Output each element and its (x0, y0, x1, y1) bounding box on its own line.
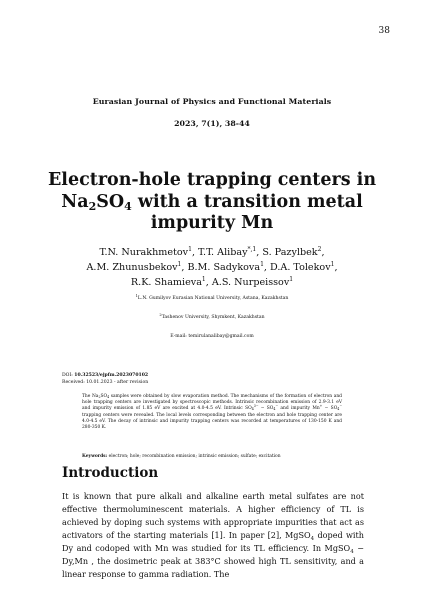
author-affiliation-mark: 1 (289, 276, 294, 283)
author-name: A.M. Zhunusbekov (86, 262, 178, 273)
affiliation-mark: 1 (135, 294, 138, 298)
page-number: 38 (378, 26, 390, 36)
article-meta (62, 373, 148, 386)
body-sub: 4 (350, 549, 354, 555)
author-affiliation-mark: 1 (260, 261, 264, 268)
affiliation-2 (0, 315, 424, 321)
author-affiliation-mark: 1 (177, 261, 182, 268)
abstract-text: samples were obtained by slow evaporation method. The mechanisms of the formation of electron and hole trapping centers are investigated by spectroscopic methods. Intrinsic recombination emission of 2.9-3.1 eV and impurity emission of 1.85 eV are excited at 4.0-4.5 eV. Intrinsic SO (82, 394, 342, 412)
body-text: doped with Dy and codoped with Mn was studied for its TL efficiency. In MgSO (62, 530, 364, 553)
author-name: R.K. Shamieva (130, 277, 202, 288)
abstract-sub: 4 (337, 407, 340, 412)
abstract-sup: 3− (253, 404, 259, 409)
author-affiliation-mark: 1 (330, 261, 335, 268)
author-affiliation-mark: *,1 (247, 246, 257, 253)
abstract-text: and impurity Mn (278, 406, 320, 412)
title-line-3: impurity Mn (150, 213, 274, 233)
affiliation-1 (0, 296, 424, 302)
affiliation-text: Tashenov University, Shymkent, Kazakhstan (161, 315, 265, 320)
section-heading-introduction: Introduction (62, 465, 159, 481)
abstract-sub: 4 (251, 407, 254, 412)
title-na: Na (61, 191, 89, 212)
abstract-sup: + (319, 404, 323, 409)
author-affiliation-mark: 1 (201, 276, 206, 283)
abstract-text: Na (91, 394, 99, 399)
body-text: − Dy,Mn , the dosimetric peak at 383°C showed high TL sensitivity, and a linear response to gamma radiation. The (62, 543, 364, 579)
author-list: T.N. Nurakhmetov$^1$, T.T. Alibay$^{*,1}$, S. Pazylbek$^2$, A.M. Zhunusbekov$^1$, B.M. Sadykova$^1$, D.A. Tolekov$^1$, R.K. Shamieva$^1$, A.S. Nurpeissov$^1$ (86, 246, 338, 288)
author-name: , D.A. Tolekov (263, 262, 331, 273)
journal-name: Eurasian Journal of Physics and Functional Materials (92, 97, 332, 106)
introduction-body (62, 490, 364, 581)
abstract-text: The (82, 394, 92, 399)
corresponding-email[interactable]: E-mail: temirulanalibay@gmail.com (170, 334, 254, 339)
paragraph (62, 490, 364, 581)
journal-volume: 2023, 7(1), 38-44 (174, 119, 250, 128)
abstract-text: − SO (258, 406, 274, 412)
author-name: , B.M. Sadykova (181, 262, 261, 273)
doi-link[interactable]: 10.32523/ejpfm.2023070102 (74, 373, 149, 378)
affiliation-mark: 2 (159, 313, 162, 317)
abstract (82, 394, 342, 431)
author-name: T.N. Nurakhmetov (99, 247, 189, 258)
author-name: , T.T. Alibay (191, 247, 248, 258)
keywords-label: Keywords: (82, 454, 108, 459)
body-sub: 4 (310, 536, 315, 542)
abstract-text: trapping centers were revealed. The local levels corresponding between the electron and hole trapping center are 4.0-4.5 eV. The decay of intrinsic and impurity trapping centers was recorded at temperatures of 130-150 K and 280-350 K. (82, 412, 342, 431)
doi-label: DOI: (62, 373, 75, 378)
abstract-text: − SO (322, 406, 338, 412)
affiliation-text: L.N. Gumilyov Eurasian National University, Astana, Kazakhstan (137, 296, 289, 301)
title-sub-2: 2 (88, 199, 97, 213)
body-text: It is known that pure alkali and alkaline earth metal sulfates are not effective thermoluminescent materials. A higher efficiency of TL is achieved by doping such systems with appropriate impurities that act as activators of the starting materials [1]. In paper [2], MgSO (62, 491, 364, 540)
author-name: , S. Pazylbek (256, 247, 318, 258)
title-line-1: Electron-hole trapping centers in (47, 170, 377, 190)
author-affiliation-mark: 2 (317, 246, 322, 253)
abstract-sup: − (275, 404, 279, 409)
keywords-text: electron; hole; recombination emission; intrinsic emission; sulfate; excitation (107, 454, 281, 459)
abstract-sub: 4 (107, 395, 110, 399)
title-so: SO (96, 191, 125, 212)
keywords (82, 454, 342, 460)
abstract-sub: 2 (98, 395, 101, 399)
paper-title (40, 170, 384, 235)
author-affiliation-mark: 1 (188, 246, 192, 253)
author-name: , A.S. Nurpeissov (205, 277, 290, 288)
title-line-2-rest: with a transition metal (131, 191, 363, 212)
abstract-sub: 4 (273, 407, 276, 412)
title-sub-4: 4 (124, 199, 132, 213)
abstract-sup: − (339, 404, 342, 409)
received-date: Received: 10.01.2023 - after revision (62, 379, 149, 385)
abstract-text: SO (100, 394, 108, 399)
